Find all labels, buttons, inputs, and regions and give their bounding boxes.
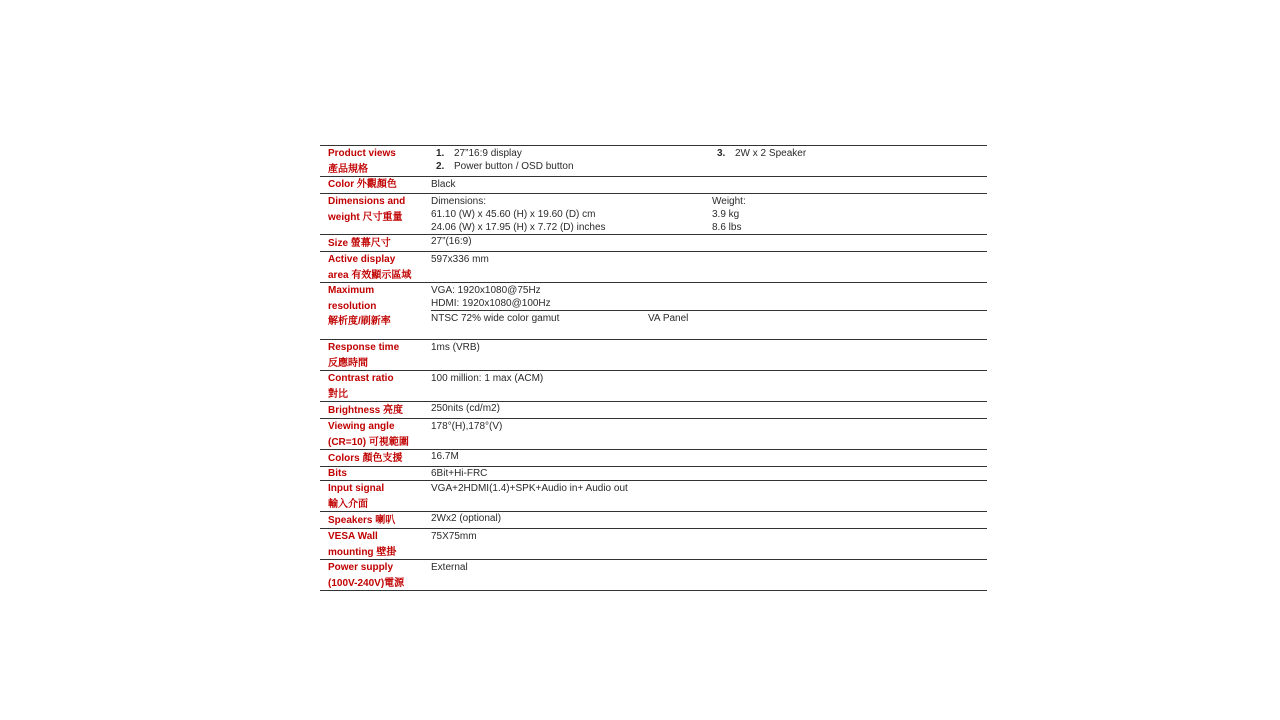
spec-row-resolution (320, 282, 987, 339)
spec-row-colors (320, 449, 987, 466)
spec-row-contrast (320, 370, 987, 401)
spec-value: 2Wx2 (optional) (431, 513, 502, 524)
spec-row-bits (320, 466, 987, 480)
spec-label-zh: 壁掛 (376, 546, 397, 558)
product-view-item-1: 1. 27”16:9 display (436, 148, 522, 159)
spec-label-zh: 顏色支援 (362, 453, 403, 464)
spec-row-vesa (320, 528, 987, 559)
spec-value: 6Bit+Hi-FRC (431, 468, 488, 479)
spec-value: Black (431, 179, 456, 190)
spec-label: Viewing angle (328, 421, 395, 432)
spec-label-zh: 外觀顏色 (356, 179, 397, 190)
weight-kg: 3.9 kg (712, 209, 740, 220)
spec-label-zh: 亮度 (383, 405, 404, 416)
spec-value: 16.7M (431, 451, 459, 462)
spec-value: 1ms (VRB) (431, 342, 480, 353)
spec-label: Power supply (328, 562, 394, 573)
resolution-hdmi: HDMI: 1920x1080@100Hz (431, 298, 551, 309)
spec-label-2: resolution (328, 300, 377, 312)
spec-label-2: weight (328, 211, 360, 223)
spec-label-2: mounting (328, 546, 374, 558)
spec-label-zh: 輸入介面 (328, 498, 368, 510)
spec-value: 75X75mm (431, 531, 477, 542)
spec-value: 100 million: 1 max (ACM) (431, 373, 544, 384)
weight-lbs: 8.6 lbs (712, 222, 742, 233)
spec-label-zh: 產品規格 (328, 163, 368, 175)
spec-row-brightness (320, 401, 987, 418)
spec-label-zh: 尺寸重量 (362, 211, 403, 223)
spec-label-zh: 反應時間 (328, 357, 368, 369)
spec-label: Colors (328, 453, 360, 464)
spec-row-response-time (320, 339, 987, 370)
dimensions-imperial: 24.06 (W) x 17.95 (H) x 7.72 (D) inches (431, 222, 606, 233)
spec-label-zh: 可視範圍 (368, 436, 409, 448)
spec-label-zh: 電源 (384, 577, 405, 589)
spec-value: 597x336 mm (431, 254, 489, 265)
spec-label-zh: 喇叭 (375, 515, 396, 526)
spec-label-zh: 有效顯示區域 (351, 269, 412, 281)
weight-title: Weight: (712, 196, 746, 207)
spec-label-zh: 解析度/刷新率 (328, 316, 391, 327)
spec-label: Active display (328, 254, 396, 265)
spec-row-viewing-angle (320, 418, 987, 449)
spec-value: VGA+2HDMI(1.4)+SPK+Audio in+ Audio out (431, 483, 628, 494)
spec-label: Maximum (328, 285, 375, 296)
spec-label: Speakers (328, 515, 373, 526)
spec-value: 178°(H),178°(V) (431, 421, 503, 432)
spec-label-zh: 螢幕尺寸 (350, 238, 391, 249)
spec-label: Dimensions and (328, 196, 406, 207)
dimensions-title: Dimensions: (431, 196, 487, 207)
dimensions-metric: 61.10 (W) x 45.60 (H) x 19.60 (D) cm (431, 209, 596, 220)
spec-value: 27”(16:9) (431, 236, 472, 247)
color-gamut: NTSC 72% wide color gamut (431, 313, 560, 324)
spec-label-2: area (328, 269, 349, 281)
spec-row-product-views (320, 145, 987, 176)
spec-label: Size (328, 238, 349, 249)
spec-row-active-area (320, 251, 987, 282)
spec-label: Input signal (328, 483, 385, 494)
spec-label-zh: 對比 (328, 388, 348, 400)
spec-value: 250nits (cd/m2) (431, 403, 500, 414)
spec-row-size (320, 234, 987, 251)
spec-label: Color (328, 179, 355, 190)
spec-row-input-signal (320, 480, 987, 511)
product-view-item-2: 2. Power button / OSD button (436, 161, 574, 172)
spec-sheet (320, 145, 987, 591)
spec-label: Brightness (328, 405, 381, 416)
spec-label: Bits (328, 468, 347, 479)
spec-row-power (320, 559, 987, 591)
spec-label: Contrast ratio (328, 373, 394, 384)
product-view-item-3: 3. 2W x 2 Speaker (717, 148, 807, 159)
spec-label: VESA Wall (328, 531, 378, 542)
spec-label: Response time (328, 342, 400, 353)
panel-type: VA Panel (648, 313, 689, 324)
spec-label-2: (CR=10) (328, 436, 367, 448)
spec-row-dimensions (320, 193, 987, 234)
spec-row-color (320, 176, 987, 193)
spec-value: External (431, 562, 468, 573)
spec-label-2: (100V-240V) (328, 577, 385, 589)
spec-label: Product views (328, 148, 396, 159)
inner-divider (431, 310, 987, 311)
spec-row-speakers (320, 511, 987, 528)
resolution-vga: VGA: 1920x1080@75Hz (431, 285, 541, 296)
